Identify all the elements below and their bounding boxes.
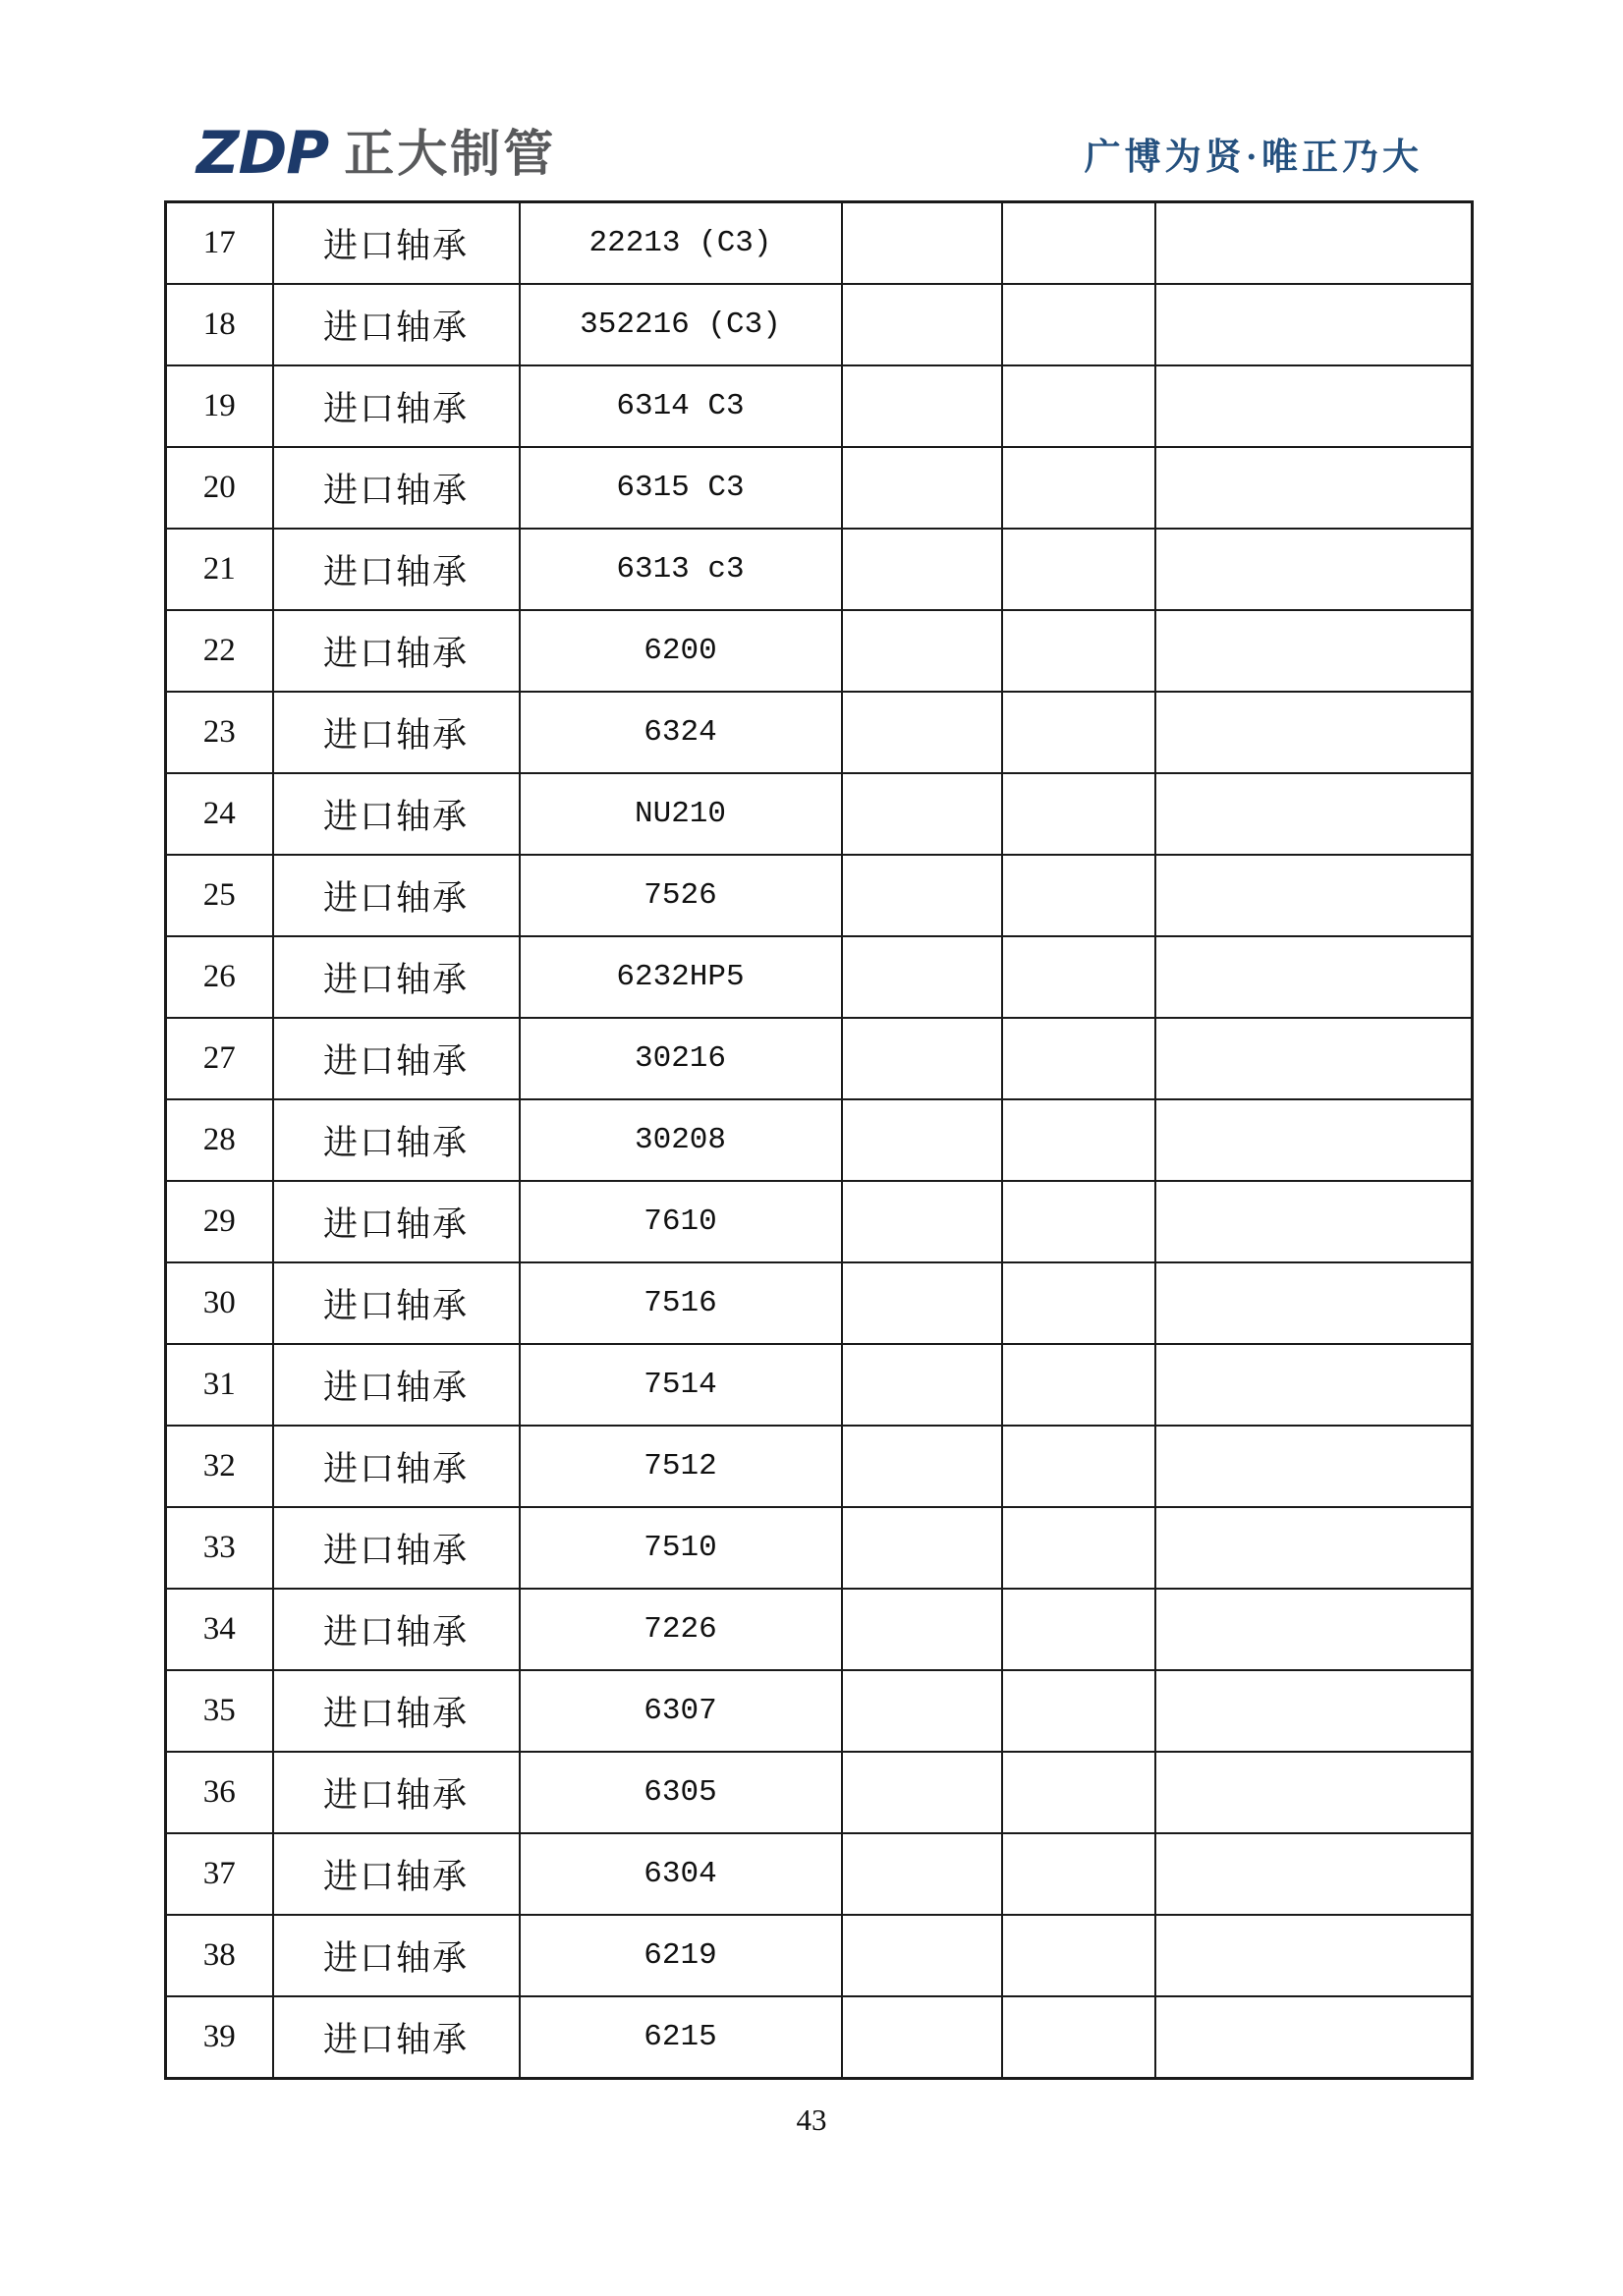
row-number-cell: 27 (166, 1018, 273, 1099)
empty-cell (1155, 1833, 1473, 1915)
empty-cell (1002, 936, 1155, 1018)
empty-cell (1002, 1996, 1155, 2079)
category-cell: 进口轴承 (273, 1915, 520, 1996)
table-row (166, 1262, 1473, 1344)
empty-cell (1002, 1670, 1155, 1752)
empty-cell (1002, 1099, 1155, 1181)
company-logo (196, 119, 557, 188)
empty-cell (1155, 1752, 1473, 1833)
model-cell: 7226 (520, 1589, 842, 1670)
empty-cell (1002, 447, 1155, 529)
model-cell: 7514 (520, 1344, 842, 1426)
empty-cell (842, 1752, 1002, 1833)
model-cell: 7526 (520, 855, 842, 936)
empty-cell (1002, 1426, 1155, 1507)
empty-cell (842, 936, 1002, 1018)
empty-cell (1002, 365, 1155, 447)
row-number-cell: 38 (166, 1915, 273, 1996)
model-cell: 6200 (520, 610, 842, 692)
category-cell: 进口轴承 (273, 1996, 520, 2079)
empty-cell (842, 692, 1002, 773)
category-cell: 进口轴承 (273, 1181, 520, 1262)
table-row (166, 1996, 1473, 2079)
empty-cell (1002, 1833, 1155, 1915)
row-number-cell: 37 (166, 1833, 273, 1915)
empty-cell (842, 284, 1002, 365)
table-row (166, 1833, 1473, 1915)
empty-cell (1002, 1589, 1155, 1670)
empty-cell (1002, 1344, 1155, 1426)
category-cell: 进口轴承 (273, 1426, 520, 1507)
model-cell: 7510 (520, 1507, 842, 1589)
empty-cell (1002, 202, 1155, 285)
empty-cell (1155, 1018, 1473, 1099)
empty-cell (842, 773, 1002, 855)
model-cell: NU210 (520, 773, 842, 855)
empty-cell (842, 529, 1002, 610)
empty-cell (1002, 692, 1155, 773)
row-number-cell: 23 (166, 692, 273, 773)
empty-cell (1002, 1915, 1155, 1996)
empty-cell (842, 610, 1002, 692)
category-cell: 进口轴承 (273, 1507, 520, 1589)
row-number-cell: 34 (166, 1589, 273, 1670)
model-cell: 7610 (520, 1181, 842, 1262)
row-number-cell: 28 (166, 1099, 273, 1181)
category-cell: 进口轴承 (273, 365, 520, 447)
empty-cell (1155, 1099, 1473, 1181)
category-cell: 进口轴承 (273, 1099, 520, 1181)
model-cell: 6232HP5 (520, 936, 842, 1018)
table-row (166, 1099, 1473, 1181)
table-row (166, 936, 1473, 1018)
model-cell: 6324 (520, 692, 842, 773)
table-row (166, 447, 1473, 529)
row-number-cell: 22 (166, 610, 273, 692)
empty-cell (1002, 1181, 1155, 1262)
table-row (166, 1752, 1473, 1833)
table-body (166, 202, 1473, 2079)
model-cell: 6315 C3 (520, 447, 842, 529)
empty-cell (1155, 610, 1473, 692)
row-number-cell: 19 (166, 365, 273, 447)
category-cell: 进口轴承 (273, 1670, 520, 1752)
row-number-cell: 35 (166, 1670, 273, 1752)
category-cell: 进口轴承 (273, 936, 520, 1018)
table-row (166, 692, 1473, 773)
empty-cell (1002, 529, 1155, 610)
zdp-logo-text: ZDP (196, 119, 329, 188)
row-number-cell: 17 (166, 202, 273, 285)
model-cell: 7516 (520, 1262, 842, 1344)
table-row (166, 1426, 1473, 1507)
empty-cell (1155, 1507, 1473, 1589)
empty-cell (842, 1833, 1002, 1915)
empty-cell (1155, 1426, 1473, 1507)
empty-cell (1155, 1915, 1473, 1996)
category-cell: 进口轴承 (273, 1262, 520, 1344)
row-number-cell: 21 (166, 529, 273, 610)
row-number-cell: 30 (166, 1262, 273, 1344)
table-row (166, 1344, 1473, 1426)
empty-cell (842, 1426, 1002, 1507)
empty-cell (1155, 692, 1473, 773)
empty-cell (842, 447, 1002, 529)
row-number-cell: 32 (166, 1426, 273, 1507)
table-row (166, 855, 1473, 936)
empty-cell (842, 1915, 1002, 1996)
empty-cell (1155, 529, 1473, 610)
empty-cell (1002, 1262, 1155, 1344)
category-cell: 进口轴承 (273, 529, 520, 610)
empty-cell (842, 1181, 1002, 1262)
category-cell: 进口轴承 (273, 202, 520, 285)
category-cell: 进口轴承 (273, 1833, 520, 1915)
empty-cell (1155, 1262, 1473, 1344)
empty-cell (1155, 447, 1473, 529)
page-number: 43 (796, 2102, 827, 2137)
category-cell: 进口轴承 (273, 1589, 520, 1670)
empty-cell (1155, 365, 1473, 447)
empty-cell (1155, 855, 1473, 936)
empty-cell (842, 855, 1002, 936)
category-cell: 进口轴承 (273, 1344, 520, 1426)
empty-cell (1155, 284, 1473, 365)
model-cell: 6304 (520, 1833, 842, 1915)
row-number-cell: 18 (166, 284, 273, 365)
company-slogan: 广博为贤·唯正乃大 (1084, 138, 1423, 178)
row-number-cell: 36 (166, 1752, 273, 1833)
empty-cell (842, 1262, 1002, 1344)
empty-cell (1002, 284, 1155, 365)
empty-cell (842, 1018, 1002, 1099)
table-row (166, 1915, 1473, 1996)
category-cell: 进口轴承 (273, 610, 520, 692)
empty-cell (1002, 855, 1155, 936)
row-number-cell: 31 (166, 1344, 273, 1426)
category-cell: 进口轴承 (273, 855, 520, 936)
category-cell: 进口轴承 (273, 773, 520, 855)
empty-cell (1002, 1018, 1155, 1099)
empty-cell (842, 1099, 1002, 1181)
table-row (166, 1589, 1473, 1670)
table-row (166, 1018, 1473, 1099)
empty-cell (842, 365, 1002, 447)
empty-cell (842, 202, 1002, 285)
empty-cell (1155, 1670, 1473, 1752)
empty-cell (1002, 1507, 1155, 1589)
model-cell: 6305 (520, 1752, 842, 1833)
table-row (166, 529, 1473, 610)
row-number-cell: 25 (166, 855, 273, 936)
table-row (166, 610, 1473, 692)
empty-cell (1155, 1344, 1473, 1426)
row-number-cell: 26 (166, 936, 273, 1018)
table-row (166, 365, 1473, 447)
bearing-parts-table (164, 200, 1474, 2080)
empty-cell (1002, 610, 1155, 692)
table-row (166, 284, 1473, 365)
model-cell: 6219 (520, 1915, 842, 1996)
model-cell: 22213 (C3) (520, 202, 842, 285)
empty-cell (1002, 1752, 1155, 1833)
model-cell: 6307 (520, 1670, 842, 1752)
empty-cell (842, 1670, 1002, 1752)
model-cell: 30216 (520, 1018, 842, 1099)
table-row (166, 1670, 1473, 1752)
category-cell: 进口轴承 (273, 1752, 520, 1833)
row-number-cell: 24 (166, 773, 273, 855)
empty-cell (1155, 1181, 1473, 1262)
model-cell: 6215 (520, 1996, 842, 2079)
table-row (166, 773, 1473, 855)
table-row (166, 1507, 1473, 1589)
category-cell: 进口轴承 (273, 1018, 520, 1099)
category-cell: 进口轴承 (273, 447, 520, 529)
row-number-cell: 39 (166, 1996, 273, 2079)
company-name-text: 正大制管 (344, 125, 557, 182)
model-cell: 30208 (520, 1099, 842, 1181)
model-cell: 7512 (520, 1426, 842, 1507)
empty-cell (1155, 1589, 1473, 1670)
model-cell: 352216 (C3) (520, 284, 842, 365)
row-number-cell: 33 (166, 1507, 273, 1589)
empty-cell (842, 1344, 1002, 1426)
empty-cell (1002, 773, 1155, 855)
table-row (166, 1181, 1473, 1262)
table-row (166, 202, 1473, 285)
category-cell: 进口轴承 (273, 284, 520, 365)
empty-cell (842, 1507, 1002, 1589)
empty-cell (1155, 1996, 1473, 2079)
empty-cell (842, 1589, 1002, 1670)
category-cell: 进口轴承 (273, 692, 520, 773)
empty-cell (1155, 202, 1473, 285)
model-cell: 6314 C3 (520, 365, 842, 447)
empty-cell (842, 1996, 1002, 2079)
model-cell: 6313 c3 (520, 529, 842, 610)
empty-cell (1155, 773, 1473, 855)
row-number-cell: 20 (166, 447, 273, 529)
row-number-cell: 29 (166, 1181, 273, 1262)
empty-cell (1155, 936, 1473, 1018)
